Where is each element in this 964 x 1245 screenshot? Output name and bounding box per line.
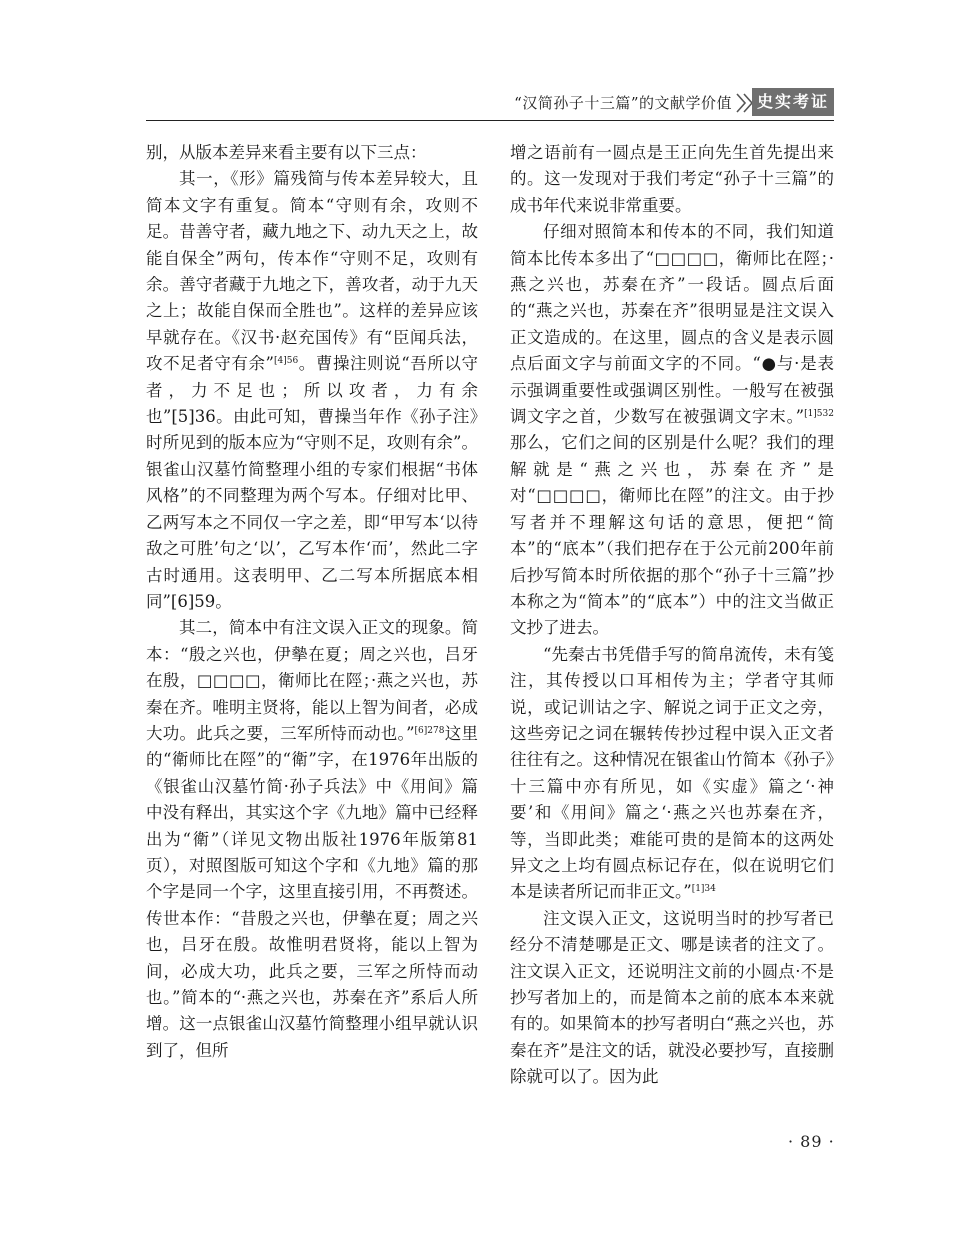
paragraph-text-continued: 这里的“衛师比在陘”的“衛”字，在1976年出版的《银雀山汉墓竹简·孙子兵法》中《用间》篇中没有释出，其实这个字《九地》篇中已经释出为“衛”（详见文物出版社1976年版第81页），对照图版可知这个字和《九地》篇的那个字是同一个字，这里直接引用，不再赘述。传世本作：“昔殷之兴也，伊摰在夏；周之兴也，吕牙在殷。故惟明君贤将，能以上智为间，必成大功，此兵之要，三军之所恃而动也。”简本的“·燕之兴也，苏秦在齐”系后人所增。这一点银雀山汉墓竹简整理小组早就认识到了，但所: [146, 723, 479, 1060]
paragraph: [510, 642, 834, 906]
citation-superscript: [6]278: [414, 725, 445, 736]
paragraph-text-continued: 。曹操注则说“吾所以守者，力不足也；所以攻者，力有余也”[5]36。由此可知，曹操当年作《孙子注》时所见到的版本应为“守则不足，攻则有余”。银雀山汉墓竹简整理小组的专家们根据“书体风格”的不同整理为两个写本。仔细对比甲、乙两写本之不同仅一字之差，即“甲写本‘以待敌之可胜’句之‘以’，乙写本作‘而’，然此二字古时通用。这表明甲、乙二写本所据底本相同”[6]59。: [146, 354, 479, 611]
paragraph: [510, 140, 834, 219]
paragraph-text: 增之语前有一圆点是王正向先生首先提出来的。这一发现对于我们考定“孙子十三篇”的成书年代来说非常重要。: [510, 143, 834, 215]
section-tag: 史实考证: [752, 88, 834, 116]
paragraph-text: 其二，简本中有注文误入正文的现象。简本：“殷之兴也，伊摰在夏；周之兴也，吕牙在殷，□□□□，衛师比在陘；·燕之兴也，苏秦在齐。唯明主贤将，能以上智为间者，必成大功。此兵之要，三军所恃而动也。”: [146, 618, 478, 743]
running-header-title: “汉简孙子十三篇”的文献学价值: [514, 94, 732, 112]
citation-superscript: [1]34: [691, 884, 716, 895]
paragraph-text: 其一，《形》篇残简与传本差异较大，且简本文字有重复。简本“守则有余，攻则不足。昔善守者，藏九地之下、动九天之上，故能自保全”两句，传本作“守则不足，攻则有余。善守者藏于九地之下，善攻者，动于九天之上；故能自保而全胜也”。这样的差异应该早就存在。《汉书·赵充国传》有“臣闻兵法，攻不足者守有余”: [146, 169, 478, 374]
paragraph: [146, 615, 478, 1064]
paragraph-text: 别，从版本差异来看主要有以下三点：: [146, 143, 427, 162]
paragraph: [146, 140, 478, 166]
citation-superscript: [4]56: [274, 356, 299, 367]
right-column: [510, 140, 834, 1091]
page-number: · 89 ·: [788, 1132, 835, 1151]
paragraph: [146, 166, 478, 615]
paragraph: [510, 906, 834, 1091]
paragraph-text-continued: 那么，它们之间的区别是什么呢？我们的理解就是“燕之兴也，苏秦在齐”是对“□□□□，衛师比在陘”的注文。由于抄写者并不理解这句话的意思，便把“简本”的“底本”（我们把存在于公元前200年前后抄写简本时所依据的那个“孙子十三篇”抄本称之为“简本”的“底本”）中的注文当做正文抄了进去。: [510, 433, 834, 638]
paragraph-text: 仔细对照简本和传本的不同，我们知道简本比传本多出了“□□□□，衛师比在陘；·燕之兴也，苏秦在齐”一段话。圆点后面的“燕之兴也，苏秦在齐”很明显是注文误入正文造成的。在这里，圆点的含义是表示圆点后面文字与前面文字的不同。“●与·是表示强调重要性或强调区别性。一般写在被强调文字之首，少数写在被强调文字末。”: [510, 222, 834, 427]
citation-superscript: [1]532: [804, 409, 834, 420]
paragraph: [510, 219, 834, 642]
paragraph-text: 注文误入正文，这说明当时的抄写者已经分不清楚哪是正文、哪是读者的注文了。注文误入正文，还说明注文前的小圆点·不是抄写者加上的，而是简本之前的底本本来就有的。如果简本的抄写者明白“燕之兴也，苏秦在齐”是注文的话，就没必要抄写，直接删除就可以了。因为此: [510, 908, 834, 1087]
left-column: [146, 140, 478, 1064]
paragraph-text: “先秦古书凭借手写的简帛流传，未有笺注，其传授以口耳相传为主；学者守其师说，或记训诂之字、解说之词于正文之旁，这些旁记之词在辗转传抄过程中误入正文者往往有之。这种情况在银雀山竹简本《孙子》十三篇中亦有所见，如《实虚》篇之‘·神要’和《用间》篇之‘·燕之兴也苏秦在齐，等，当即此类；难能可贵的是简本的这两处异文之上均有圆点标记存在，似在说明它们本是读者所记而非正文。”: [510, 644, 834, 902]
header-rule: [146, 120, 834, 121]
